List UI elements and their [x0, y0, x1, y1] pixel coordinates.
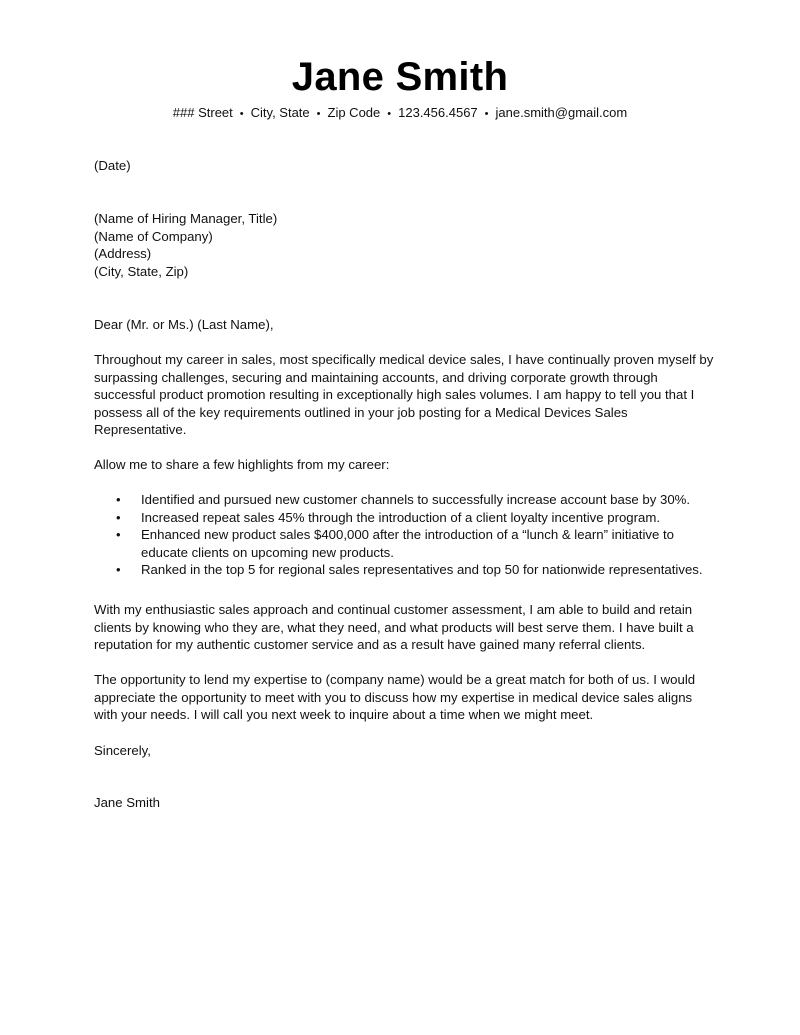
highlights-list [94, 491, 724, 579]
bullet-separator-icon: • [316, 108, 321, 120]
paragraph-intro: Throughout my career in sales, most specifically medical device sales, I have continually proven myself by surpassing challenges, securing and maintaining accounts, and driving corporate growth through successful product promotion resulting in exceptionally high sales volumes. I am happy to tell you that I possess all of the key requirements outlined in your job posting for a Medical Devices Sales Representative. [94, 352, 714, 438]
highlights-intro: Allow me to share a few highlights from my career: [94, 457, 390, 472]
bullet-icon: • [116, 527, 121, 543]
contact-street: ### Street [172, 105, 233, 120]
bullet-icon: • [116, 509, 121, 525]
applicant-name-heading: Jane Smith [291, 55, 509, 99]
signature-name: Jane Smith [94, 795, 160, 810]
list-item: • Identified and pursued new customer channels to successfully increase account base by 30%. [116, 492, 691, 507]
closing-valediction: Sincerely, [94, 743, 151, 758]
bullet-separator-icon: • [484, 108, 489, 120]
paragraph-closing: The opportunity to lend my expertise to (company name) would be a great match for both of us. I would appreciate the opportunity to meet with you to discuss how my expertise in medical device sales aligns with your needs. I will call you next week to inquire about a time when we might meet. [94, 672, 696, 723]
letter-date: (Date) [94, 158, 131, 173]
contact-phone: 123.456.4567 [398, 105, 478, 120]
recipient-address: (Address) [94, 246, 152, 262]
bullet-icon: • [116, 492, 121, 507]
recipient-city-state-zip: (City, State, Zip) [94, 263, 189, 279]
list-item: • Ranked in the top 5 for regional sales representatives and top 50 for nationwide representatives. [116, 562, 703, 578]
bullet-icon: • [116, 562, 121, 578]
recipient-name-title: (Name of Hiring Manager, Title) [94, 211, 278, 226]
paragraph-approach: With my enthusiastic sales approach and continual customer assessment, I am able to build and retain clients by knowing who they are, what they need, and what products will best serve them. I have built a reputation for my authentic customer service and as a result have gained many referral clients. [94, 602, 694, 653]
bullet-separator-icon: • [239, 108, 244, 120]
contact-email: jane.smith@gmail.com [495, 105, 628, 120]
list-item: • Increased repeat sales 45% through the introduction of a client loyalty incentive program. [116, 509, 661, 525]
contact-city-state: City, State [250, 105, 310, 120]
recipient-company: (Name of Company) [94, 228, 213, 244]
list-item: • Enhanced new product sales $400,000 after the introduction of a “lunch & learn” initiative to educate clients on upcoming new products. [116, 527, 674, 560]
bullet-separator-icon: • [387, 108, 392, 120]
contact-info-line [0, 104, 800, 123]
salutation: Dear (Mr. or Ms.) (Last Name), [94, 317, 274, 332]
recipient-address-block [94, 210, 724, 280]
contact-zip: Zip Code [327, 105, 381, 120]
